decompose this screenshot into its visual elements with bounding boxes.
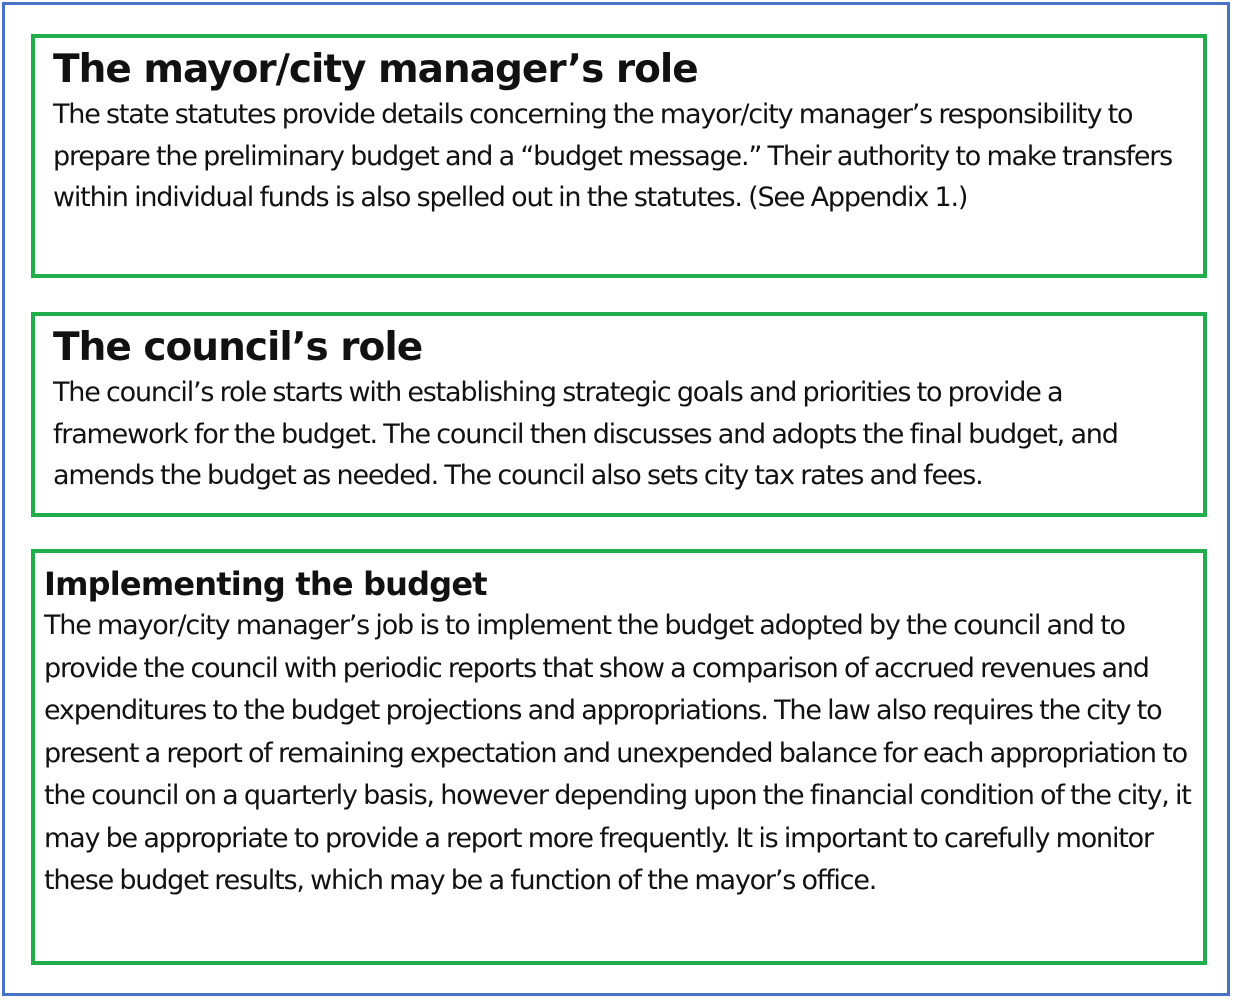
section-council-role: [31, 312, 1207, 517]
section-implementing-budget: [31, 549, 1207, 965]
section-heading: The mayor/city manager’s role: [53, 47, 698, 92]
section-heading: Implementing the budget: [44, 565, 487, 603]
section-mayor-role: [31, 34, 1207, 278]
section-body: The council’s role starts with establishing strategic goals and priorities to provide a framework for the budget. The council then discusses and adopts the final budget, and amends the budget as needed. The council also sets city tax rates and fees.: [53, 377, 1118, 491]
section-body: The state statutes provide details concerning the mayor/city manager’s responsibility to prepare the preliminary budget and a “budget message.” Their authority to make transfers within individual funds is also spelled out in the statutes. (See Appendix 1.): [53, 99, 1173, 213]
section-heading: The council’s role: [53, 325, 423, 370]
section-body: The mayor/city manager’s job is to implement the budget adopted by the council and to provide the council with periodic reports that show a comparison of accrued revenues and expenditures to the budget projections and appropriations. The law also requires the city to present a report of remaining expectation and unexpended balance for each appropriation to the council on a quarterly basis, however depending upon the financial condition of the city, it may be appropriate to provide a report more frequently. It is important to carefully monitor these budget results, which may be a function of the mayor’s office.: [44, 610, 1191, 896]
